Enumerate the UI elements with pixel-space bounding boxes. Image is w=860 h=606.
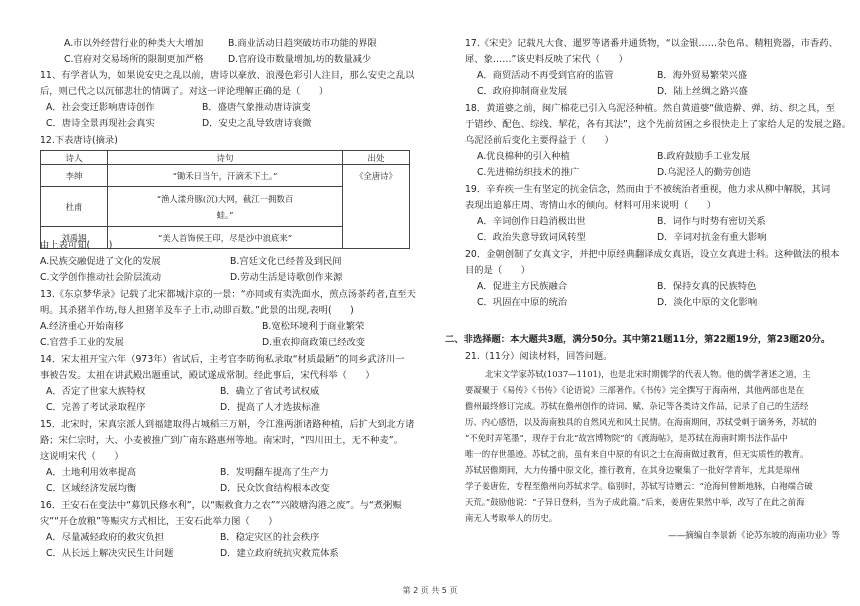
q14-option-d: D．提高了人才选拔标准 bbox=[220, 402, 321, 413]
passage-line: 要凝聚于《易传》《书传》《论语说》三部著作。《书传》完全撰写于海南州，其他两部也是在 bbox=[465, 385, 805, 395]
q18-option-d: D.乌泥泾人的勤劳创造 bbox=[657, 167, 751, 178]
q13-stem-1: 13.《东京梦华录》记载了北宋都城汴京的一景：“亦同或有卖洗面水，煎点汤茶药者,直至天 bbox=[40, 289, 416, 300]
q20-stem-1: 20．金朝创制了女真文字，并把中原经典翻译成女真语，设立女真进士科。这种做法的根本 bbox=[465, 249, 840, 260]
q12-option-b: B.宫廷文化已经普及到民间 bbox=[230, 256, 342, 267]
q10-option-c: C.官府对交易场所的限制更加严格 bbox=[64, 54, 204, 65]
passage-line: 北宋文学家苏轼(1037—1101)，也是北宋时期儒学的代表人物。他的儒学著述之道，主 bbox=[485, 369, 811, 379]
q15-stem-1: 15．北宋时，宋真宗派人到福建取得占城稻三万斛，令江淮两浙诸路种植，后扩大到北方诸 bbox=[40, 419, 415, 430]
q15-stem-3: 这说明宋代（ ） bbox=[40, 451, 124, 462]
q12-option-c: C.文学创作推动社会阶层流动 bbox=[40, 272, 162, 283]
q20-option-c: C．巩固在中原的统治 bbox=[477, 297, 568, 308]
q16-option-a: A．尽量减轻政府的救灾负担 bbox=[46, 532, 164, 543]
verse-line: 蛙。” bbox=[216, 209, 234, 220]
passage-line: 苏轼居儋期间，大力传播中原文化，推行教育，在其身边聚集了一批好学青年，尤其是琼州 bbox=[465, 465, 800, 475]
section-two-heading: 二、非选择题：本大题共3题，满分50分。其中第21题11分，第22题19分，第23题20分。 bbox=[445, 334, 831, 345]
q15-option-d: D．民众饮食结构根本改变 bbox=[220, 483, 330, 494]
q14-option-c: C．完善了考试录取程序 bbox=[46, 402, 146, 413]
q19-stem-1: 19．辛弃疾一生有坚定的抗金信念，然而由于不被统治者重视，他力求从柳中解脱，其词 bbox=[465, 184, 831, 195]
table-row-source: 《全唐诗》 bbox=[343, 165, 410, 249]
q14-stem-2: 事被告发。太祖在讲武殿出题重试，殿试遂成常制。经此事后，宋代科举（ ） bbox=[40, 370, 375, 381]
q12-option-d: D.劳动生活是诗歌创作来源 bbox=[230, 272, 343, 283]
q20-option-b: B．保持女真的民族特色 bbox=[657, 281, 757, 292]
q14-stem-1: 14．宋太祖开宝六年（973年）省试后，主考官李昉徇私录取“材质最陋”的同乡武济川一 bbox=[40, 354, 405, 365]
q15-option-a: A．土地利用效率提高 bbox=[46, 467, 137, 478]
q12-title: 12.下表唐诗(摘录) bbox=[40, 135, 118, 146]
q16-option-b: B．稳定灾区的社会秩序 bbox=[220, 532, 320, 543]
q17-option-a: A．商贸活动不再受到官府的监管 bbox=[477, 70, 614, 81]
q21-intro: 21.（11分）阅读材料，回答问题。 bbox=[465, 351, 613, 362]
q13-option-a: A.经济重心开始南移 bbox=[40, 321, 124, 332]
q10-option-b: B.商业活动日趋突破坊市功能的界限 bbox=[228, 38, 377, 49]
q12-option-a: A.民族交融促进了文化的发展 bbox=[40, 256, 161, 267]
table-header-poet: 诗人 bbox=[41, 151, 108, 165]
poem-table bbox=[40, 150, 410, 249]
passage-citation: ——摘编自李景新《论苏东坡的海南功业》等 bbox=[668, 531, 840, 541]
q17-option-d: D．陆上丝绸之路兴盛 bbox=[657, 86, 748, 97]
q19-option-b: B．词作与时势有密切关系 bbox=[657, 216, 766, 227]
q17-option-c: C．政府抑制商业发展 bbox=[477, 86, 568, 97]
q19-option-c: C．政治失意导致词风转型 bbox=[477, 232, 586, 243]
q18-stem-3: 乌泥泾前后变化主要得益于（ ） bbox=[465, 135, 614, 146]
table-header-source: 出处 bbox=[343, 151, 410, 165]
q15-stem-2: 路；宋仁宗时，大、小麦被推广到广南东路惠州等地。南宋时，“四川田土，无不种麦”。 bbox=[40, 435, 403, 446]
q12-stem: 由上表可知( ) bbox=[40, 240, 113, 251]
q11-option-d: D．安史之乱导致唐诗衰微 bbox=[202, 118, 312, 129]
q10-option-a: A.市以外经营行业的种类大大增加 bbox=[64, 38, 204, 49]
q13-option-d: D.重农抑商政策已经改变 bbox=[262, 337, 366, 348]
q16-option-c: C．从长远上解决灾民生计问题 bbox=[46, 548, 174, 559]
q15-option-c: C．区域经济发展均衡 bbox=[46, 483, 137, 494]
q17-option-b: B．海外贸易繁荣兴盛 bbox=[657, 70, 748, 81]
table-row-poet: 李绅 bbox=[41, 165, 108, 187]
q16-option-d: D．建立政府统抗灾救荒体系 bbox=[220, 548, 339, 559]
table-row-verse: “美人首饰侯王印，尽是沙中浪底来” bbox=[108, 227, 343, 249]
verse-line: “渔人漾舟豚(沉)大网，截江一拥数百 bbox=[156, 193, 294, 204]
q20-option-d: D．淡化中原的文化影响 bbox=[657, 297, 758, 308]
q13-stem-2: 明。其杀猪羊作坊,每人担猪羊及车子上市,动即百数。”此景的出现,表明( ) bbox=[40, 305, 354, 316]
passage-line: 南无人考取举人的历史。 bbox=[465, 513, 558, 523]
table-row-poet: 杜甫 bbox=[41, 187, 108, 227]
passage-line: “不免时弄笔墨”，现存于台北“故宫博物院”的《渡海帖》，是苏轼在海南时期书法作品中 bbox=[465, 433, 788, 443]
q20-option-a: A．促进主方民族融合 bbox=[477, 281, 568, 292]
q11-option-c: C．唐诗全景再现社会真实 bbox=[46, 118, 155, 129]
passage-line: 学子姜唐佐，专程至儋州向苏轼求学。临别时，苏轼写诗赠云：“沧海何曾断地脉，白袍端合破 bbox=[465, 481, 813, 491]
q20-stem-2: 目的是（ ） bbox=[465, 265, 531, 276]
table-row-verse bbox=[108, 187, 343, 227]
q14-option-a: A．否定了世家大族特权 bbox=[46, 386, 146, 397]
passage-line: 天荒。”鼓励他说：“子异日登科，当为子成此篇。”后来，姜唐佐果然中举，改写了在此之前海 bbox=[465, 497, 805, 507]
q13-option-c: C.官营手工业的发展 bbox=[40, 337, 124, 348]
q11-option-a: A．社会变迁影响唐诗创作 bbox=[46, 102, 155, 113]
q17-stem-2: 犀、象……”该史料反映了宋代（ ） bbox=[465, 54, 628, 65]
q15-option-b: B．发明翻车提高了生产力 bbox=[220, 467, 329, 478]
q18-option-a: A.优良棉种的引入种植 bbox=[477, 151, 570, 162]
q18-option-b: B.政府鼓励手工业发展 bbox=[657, 151, 751, 162]
table-row-poet: 刘禹锡 bbox=[41, 227, 108, 249]
q11-stem-1: 11、有学者认为，如果说安史之乱以前，唐诗以豪放、浪漫色彩引人注目，那么安史之乱以 bbox=[40, 70, 415, 81]
q17-stem-1: 17.《宋史》记载凡大食、暹罗等诸番并通货物，“以金银……杂色帛、精粗瓷器，市香药、 bbox=[465, 38, 838, 49]
q11-stem-2: 后，则已代之以沉郁悲壮的情调了。对这一评论理解正确的是（ ） bbox=[40, 86, 329, 97]
table-row-verse: “锄禾日当午，汗滴禾下土。” bbox=[108, 165, 343, 187]
q16-stem-2: 灾”“开仓放粮”等赈灾方式相比，王安石此举力图（ ） bbox=[40, 516, 278, 527]
q19-stem-2: 表现出追慕庄周、寄情山水的倾向。材料可用来说明（ ） bbox=[465, 200, 717, 211]
passage-line: 唯一的存世墨迹。苏轼之前，虽有来自中原的有识之士在海南做过教育，但无实质性的教育。 bbox=[465, 449, 809, 459]
q10-option-d: D.官府设市数量增加,坊的数量减少 bbox=[228, 54, 372, 65]
q14-option-b: B．确立了省试考试权威 bbox=[220, 386, 320, 397]
q16-stem-1: 16．王安石在变法中“募饥民修水利”，以“赈救食力之农”“兴陂塘沟港之废”。与“煮粥赈 bbox=[40, 500, 402, 511]
q13-option-b: B.宽松环境利于商业繁荣 bbox=[262, 321, 365, 332]
passage-line: 历、内心感悟，以及海南独具的自然风光和风土民情。在海南期间，苏轼受刺于谪务务，苏轼的 bbox=[465, 417, 817, 427]
page-number: 第 2 页 共 5 页 bbox=[402, 586, 458, 595]
q18-stem-2: 于错纱、配色、综线、挈花，各有其法”，这个先前贫困之乡很快走上了家给人足的发展之路。 bbox=[465, 119, 851, 130]
table-header-verse: 诗句 bbox=[108, 151, 343, 165]
q18-option-c: C.先进棉纺织技术的推广 bbox=[477, 167, 580, 178]
passage-line: 儋州最终修订完成。苏轼在儋州创作的诗词、赋、杂记等各类诗文作品，记录了自己的生活经 bbox=[465, 401, 809, 411]
q18-stem-1: 18．黄道婆之前，闽广棉花已引入乌泥泾种植。然自黄道婆“做造擀、弹、纺、织之具，至 bbox=[465, 103, 835, 114]
q19-option-a: A．辛词创作日趋消极出世 bbox=[477, 216, 586, 227]
q11-option-b: B．盛唐气象推动唐诗演变 bbox=[202, 102, 311, 113]
q19-option-d: D．辛词对抗金有重大影响 bbox=[657, 232, 767, 243]
